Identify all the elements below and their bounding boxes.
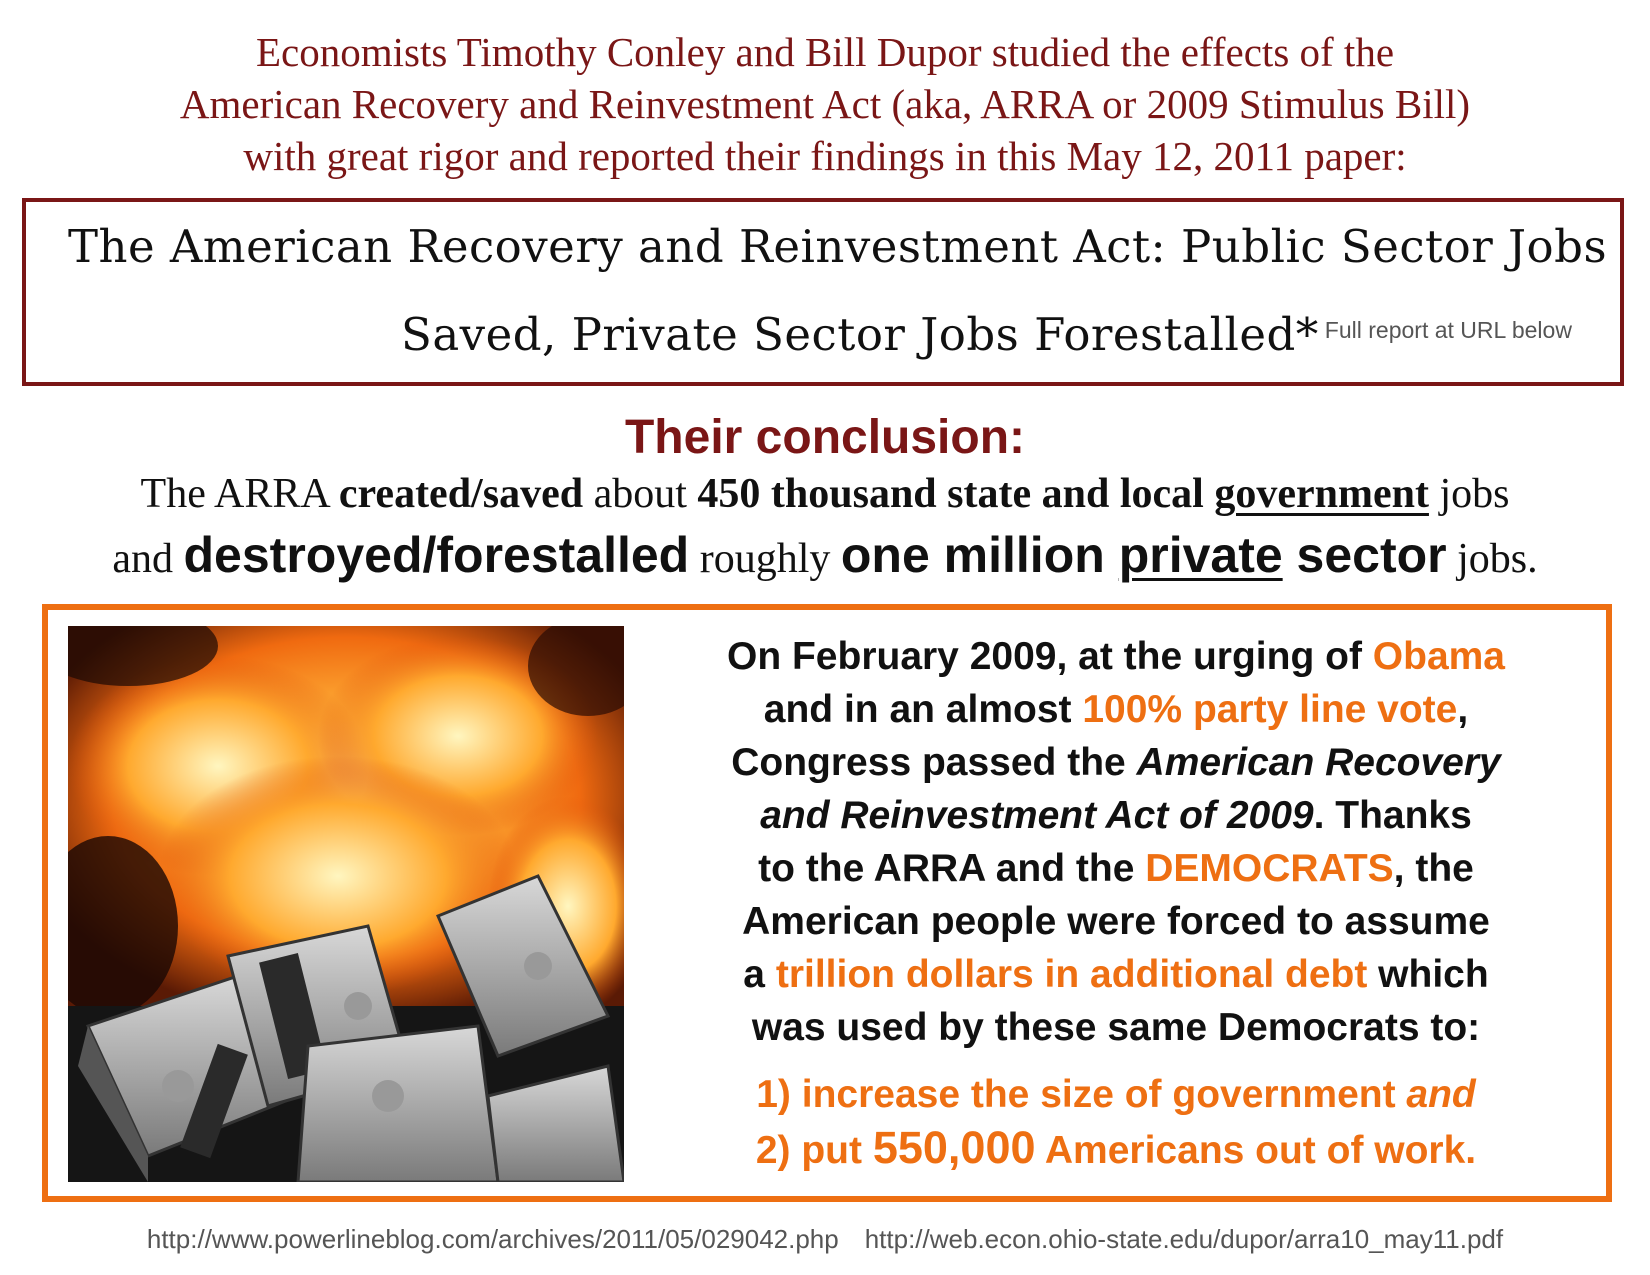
story-s5c: , the xyxy=(1393,847,1474,890)
conc-government: government xyxy=(1214,471,1429,517)
story-item1b: and xyxy=(1406,1073,1476,1116)
story-line-2 xyxy=(636,683,1596,736)
story-s5a: to the ARRA and the xyxy=(758,847,1146,890)
story-item-1 xyxy=(636,1068,1596,1121)
story-democrats: DEMOCRATS xyxy=(1145,847,1394,890)
conc-l2-c: roughly xyxy=(689,536,841,582)
story-act-name-a: American Recovery xyxy=(1136,741,1501,784)
conc-450-thousand: 450 thousand state and local xyxy=(697,471,1215,517)
conclusion-line-1 xyxy=(0,470,1650,518)
paper-title-line-2-text: Saved, Private Sector Jobs Forestalled* xyxy=(401,308,1319,361)
conc-sector: sector xyxy=(1282,527,1447,583)
conc-created-saved: created/saved xyxy=(338,471,584,517)
paper-title-box xyxy=(22,198,1624,386)
story-item-2 xyxy=(636,1121,1596,1177)
story-text xyxy=(636,630,1596,1177)
story-party-line-vote: 100% party line vote xyxy=(1082,688,1458,731)
url-ohio-state[interactable]: http://web.econ.ohio-state.edu/dupor/arra10_may11.pdf xyxy=(864,1224,1504,1254)
source-urls xyxy=(0,1224,1650,1255)
conc-private: private xyxy=(1118,527,1283,583)
conclusion-line-2 xyxy=(0,526,1650,584)
conc-l1-c: about xyxy=(583,471,698,517)
conc-l1-f: jobs xyxy=(1428,471,1510,517)
story-550000: 550,000 xyxy=(872,1122,1036,1173)
intro-text xyxy=(0,26,1650,182)
conc-l1-a: The ARRA xyxy=(140,471,339,517)
story-item1a: 1) increase the size of government xyxy=(756,1073,1407,1116)
paper-title-line-2 xyxy=(401,308,1572,361)
story-list xyxy=(636,1068,1596,1177)
intro-line-2: American Recovery and Reinvestment Act (aka, ARRA or 2009 Stimulus Bill) xyxy=(179,81,1471,127)
story-s4b: . Thanks xyxy=(1313,794,1472,837)
intro-line-3: with great rigor and reported their findings in this May 12, 2011 paper: xyxy=(243,133,1407,179)
story-line-4 xyxy=(636,789,1596,842)
story-s2a: and in an almost xyxy=(763,688,1083,731)
story-item2a: 2) put xyxy=(755,1129,873,1172)
story-s7a: a xyxy=(743,953,776,996)
story-item2c: Americans out of work. xyxy=(1035,1129,1477,1172)
burning-money-image xyxy=(68,626,624,1182)
intro-line-1: Economists Timothy Conley and Bill Dupor studied the effects of the xyxy=(255,29,1395,75)
url-powerlineblog[interactable]: http://www.powerlineblog.com/archives/2011/05/029042.php xyxy=(146,1224,839,1254)
story-line-3 xyxy=(636,736,1596,789)
full-report-note: Full report at URL below xyxy=(1324,317,1572,343)
story-act-name-b: and Reinvestment Act of 2009 xyxy=(760,794,1314,837)
story-s7c: which xyxy=(1367,953,1489,996)
conclusion-heading: Their conclusion: xyxy=(624,411,1026,464)
conc-destroyed-forestalled: destroyed/forestalled xyxy=(183,527,690,583)
conc-l2-a: and xyxy=(112,536,184,582)
conc-one-million: one million xyxy=(840,527,1119,583)
paper-title-line-1: The American Recovery and Reinvestment Act: Public Sector Jobs xyxy=(68,220,1608,273)
story-s3a: Congress passed the xyxy=(731,741,1137,784)
conc-l2-g: jobs. xyxy=(1446,536,1538,582)
story-line-1 xyxy=(636,630,1596,683)
story-line-5 xyxy=(636,842,1596,895)
story-line-8: was used by these same Democrats to: xyxy=(751,1006,1481,1049)
story-s2c: , xyxy=(1457,688,1469,731)
story-trillion-debt: trillion dollars in additional debt xyxy=(775,953,1368,996)
story-s1a: On February 2009, at the urging of xyxy=(726,635,1373,678)
story-obama: Obama xyxy=(1372,635,1505,678)
story-line-6: American people were forced to assume xyxy=(742,900,1490,943)
story-line-7 xyxy=(636,948,1596,1001)
